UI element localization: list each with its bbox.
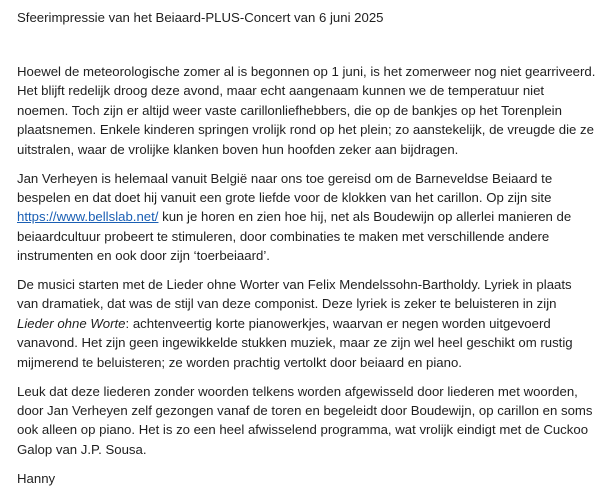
bellslab-link[interactable]: https://www.bellslab.net/ bbox=[17, 209, 159, 225]
paragraph-mendelssohn bbox=[17, 275, 596, 372]
paragraph-text: De musici starten met de Lieder ohne Worter van Felix Mendelssohn-Bartholdy. Lyriek in plaats van dramatiek, dat was de stijl van deze componist. Deze lyriek is zeker te beluisteren in zijn bbox=[17, 277, 572, 312]
document-body bbox=[17, 62, 596, 488]
paragraph-text: : achtenveertig korte pianowerkjes, waarvan er negen worden uitgevoerd vanavond. Het zijn geen ingewikkelde stukken muziek, maar ze zijn wel heel geschikt om rustig mijmerend te beluisteren; ze worden prachtig vertolkt door beiaard en piano. bbox=[17, 315, 573, 370]
paragraph-programme: Leuk dat deze liederen zonder woorden telkens worden afgewisseld door liederen met woorden, door Jan Verheyen zelf gezongen vanaf de toren en begeleidt door Boudewijn, op carillon en soms ook alleen op piano. Het is zo een heel afwisselend programma, wat vrolijk eindigt met de Cuckoo Galop van J.P. Sousa. bbox=[17, 383, 593, 457]
paragraph-weather: Hoewel de meteorologische zomer al is begonnen op 1 juni, is het zomerweer nog niet gearriveerd. Het blijft redelijk droog deze avond, maar echt aangenaam kunnen we de temperatuur niet noemen. Toch zijn er altijd weer vaste carillonliefhebbers, die op de bankjes op het Torenplein plaatsnemen. Enkele kinderen springen vrolijk rond op het plein; zo aanstekelijk, de vreugde die ze uitstralen, waar de vrolijke klanken boven hun hoofden zeker aan bijdragen. bbox=[17, 64, 596, 157]
work-title-italic: Lieder ohne Worte bbox=[17, 315, 126, 331]
document-title: Sfeerimpressie van het Beiaard-PLUS-Concert van 6 juni 2025 bbox=[17, 10, 384, 25]
signature: Hanny bbox=[17, 470, 56, 486]
paragraph-text: Jan Verheyen is helemaal vanuit België naar ons toe gereisd om de Barneveldse Beiaard te bespelen en dat doet hij vanuit een grote liefde voor de klokken van het carillon. Op zijn site bbox=[17, 170, 553, 205]
paragraph-text: kun je horen en zien hoe hij, net als Boudewijn op allerlei manieren de beiaardcultuur probeert te stimuleren, door combinaties te maken met verschillende andere instrumenten en ook door zijn ‘toerbeiaard’. bbox=[17, 209, 572, 264]
paragraph-jan-verheyen bbox=[17, 169, 596, 266]
